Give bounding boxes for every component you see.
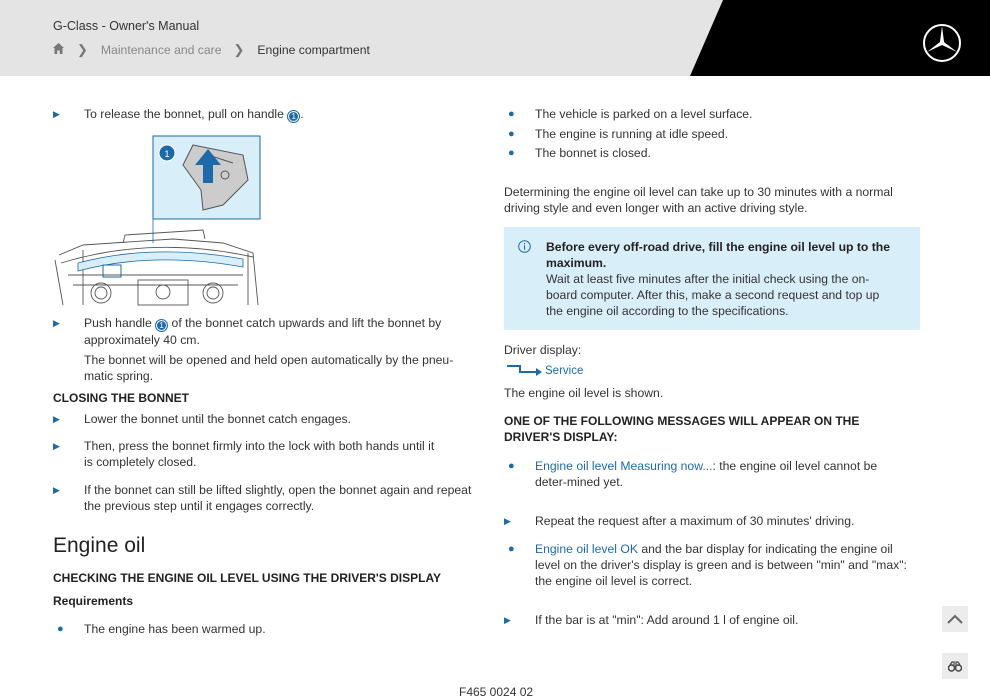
step-add-oil: ▶ If the bar is at "min": Add around 1 l of engine oil. bbox=[504, 613, 799, 627]
arrow-bullet-icon: ▶ bbox=[53, 318, 60, 328]
bonnet-illustration bbox=[53, 135, 263, 307]
info-content bbox=[546, 239, 891, 319]
requirement-item: ● The engine is running at idle speed. bbox=[508, 126, 729, 141]
handle-callout: 1 bbox=[155, 319, 168, 332]
binoculars-icon bbox=[948, 661, 962, 672]
requirements-label: Requirements bbox=[53, 594, 134, 608]
dot-bullet-icon: ● bbox=[508, 460, 515, 472]
info-box bbox=[504, 227, 920, 330]
callout-number: 1 bbox=[164, 149, 170, 159]
breadcrumb-maintenance[interactable]: Maintenance and care bbox=[100, 43, 222, 57]
step-push-handle: ▶ Push handle 1 of the bonnet catch upwards and lift the bonnet by approximately 40 cm. bbox=[53, 316, 442, 347]
engine-oil-title: Engine oil bbox=[53, 534, 146, 557]
chevron-up-icon bbox=[947, 614, 963, 624]
mercedes-star-logo[interactable] bbox=[922, 23, 962, 63]
arrow-bullet-icon: ▶ bbox=[504, 516, 511, 526]
home-icon[interactable] bbox=[52, 42, 65, 58]
info-icon bbox=[518, 240, 531, 253]
driver-display-section bbox=[504, 342, 914, 628]
handle-callout: 1 bbox=[287, 110, 300, 123]
breadcrumb bbox=[52, 42, 370, 58]
level-shown-text: The engine oil level is shown. bbox=[504, 386, 664, 400]
breadcrumb-engine-compartment: Engine compartment bbox=[257, 43, 370, 57]
dot-bullet-icon: ● bbox=[508, 147, 515, 159]
service-label[interactable]: Service bbox=[545, 365, 584, 377]
auto-open-note: The bonnet will be opened and held open automatically by the pneu-matic spring. bbox=[84, 353, 454, 383]
scroll-to-top-button[interactable] bbox=[942, 606, 968, 632]
requirement-item: ● The engine has been warmed up. bbox=[57, 622, 266, 636]
checking-heading: CHECKING THE ENGINE OIL LEVEL USING THE DRIVER'S DISPLAY bbox=[53, 571, 442, 585]
header bbox=[0, 0, 990, 76]
figure-code: F465 0024 02 bbox=[459, 685, 534, 699]
info-bold: Before every off-road drive, fill the engine oil level up to the maximum. bbox=[546, 240, 891, 270]
closing-heading: CLOSING THE BONNET bbox=[53, 391, 190, 405]
manual-title: G-Class - Owner's Manual bbox=[53, 19, 200, 33]
message-measuring: ● Engine oil level Measuring now...: the engine oil level cannot be deter-mined yet. bbox=[508, 459, 878, 489]
left-column bbox=[53, 106, 473, 123]
message-ok: ● Engine oil level OK and the bar display for indicating the engine oil level on the driver's display is green and is between "min" and "max": the engine oil level is correct. bbox=[508, 542, 907, 588]
driver-display-label: Driver display: bbox=[504, 343, 582, 357]
step-repeat-request: ▶ Repeat the request after a maximum of 30 minutes' driving. bbox=[504, 514, 855, 528]
right-column bbox=[504, 106, 914, 216]
close-step: ▶ Lower the bonnet until the bonnet catch engages. bbox=[53, 412, 351, 426]
requirement-item: ● The vehicle is parked on a level surface. bbox=[508, 107, 753, 121]
determining-text: Determining the engine oil level can take up to 30 minutes with a normal driving style and even longer with an active driving style. bbox=[504, 185, 893, 215]
step-release: ▶ To release the bonnet, pull on handle 1 . bbox=[53, 107, 304, 121]
close-step: ▶ If the bonnet can still be lifted slightly, open the bonnet again and repeat the previous step until it engages correctly. bbox=[53, 483, 472, 513]
chevron-right-icon: ❯ bbox=[233, 42, 245, 57]
msg-measuring-link: Engine oil level Measuring now... bbox=[535, 459, 713, 473]
binoculars-button[interactable] bbox=[942, 653, 968, 679]
chevron-right-icon: ❯ bbox=[77, 42, 88, 57]
arrow-bullet-icon: ▶ bbox=[504, 615, 511, 625]
service-menu-path bbox=[504, 361, 914, 381]
menu-arrow-icon bbox=[506, 364, 544, 378]
dot-bullet-icon: ● bbox=[508, 127, 515, 140]
requirement-item: ● The bonnet is closed. bbox=[508, 146, 651, 160]
arrow-bullet-icon: ▶ bbox=[53, 441, 60, 451]
close-step: ▶ Then, press the bonnet firmly into the lock with both hands until it is completely closed. bbox=[53, 439, 435, 469]
left-column-steps bbox=[53, 315, 473, 514]
messages-heading: ONE OF THE FOLLOWING MESSAGES WILL APPEAR ON THE DRIVER'S DISPLAY: bbox=[504, 414, 860, 444]
arrow-bullet-icon: ▶ bbox=[53, 485, 60, 495]
arrow-bullet-icon: ▶ bbox=[53, 109, 60, 119]
dot-bullet-icon: ● bbox=[508, 108, 515, 120]
dot-bullet-icon: ● bbox=[57, 623, 64, 635]
info-text: Wait at least five minutes after the initial check using the on-board computer. After this, make a second request and top up the engine oil according to the specifications. bbox=[546, 272, 880, 318]
arrow-bullet-icon: ▶ bbox=[53, 414, 60, 424]
dot-bullet-icon: ● bbox=[508, 543, 515, 555]
msg-ok-link: Engine oil level OK bbox=[535, 542, 638, 556]
